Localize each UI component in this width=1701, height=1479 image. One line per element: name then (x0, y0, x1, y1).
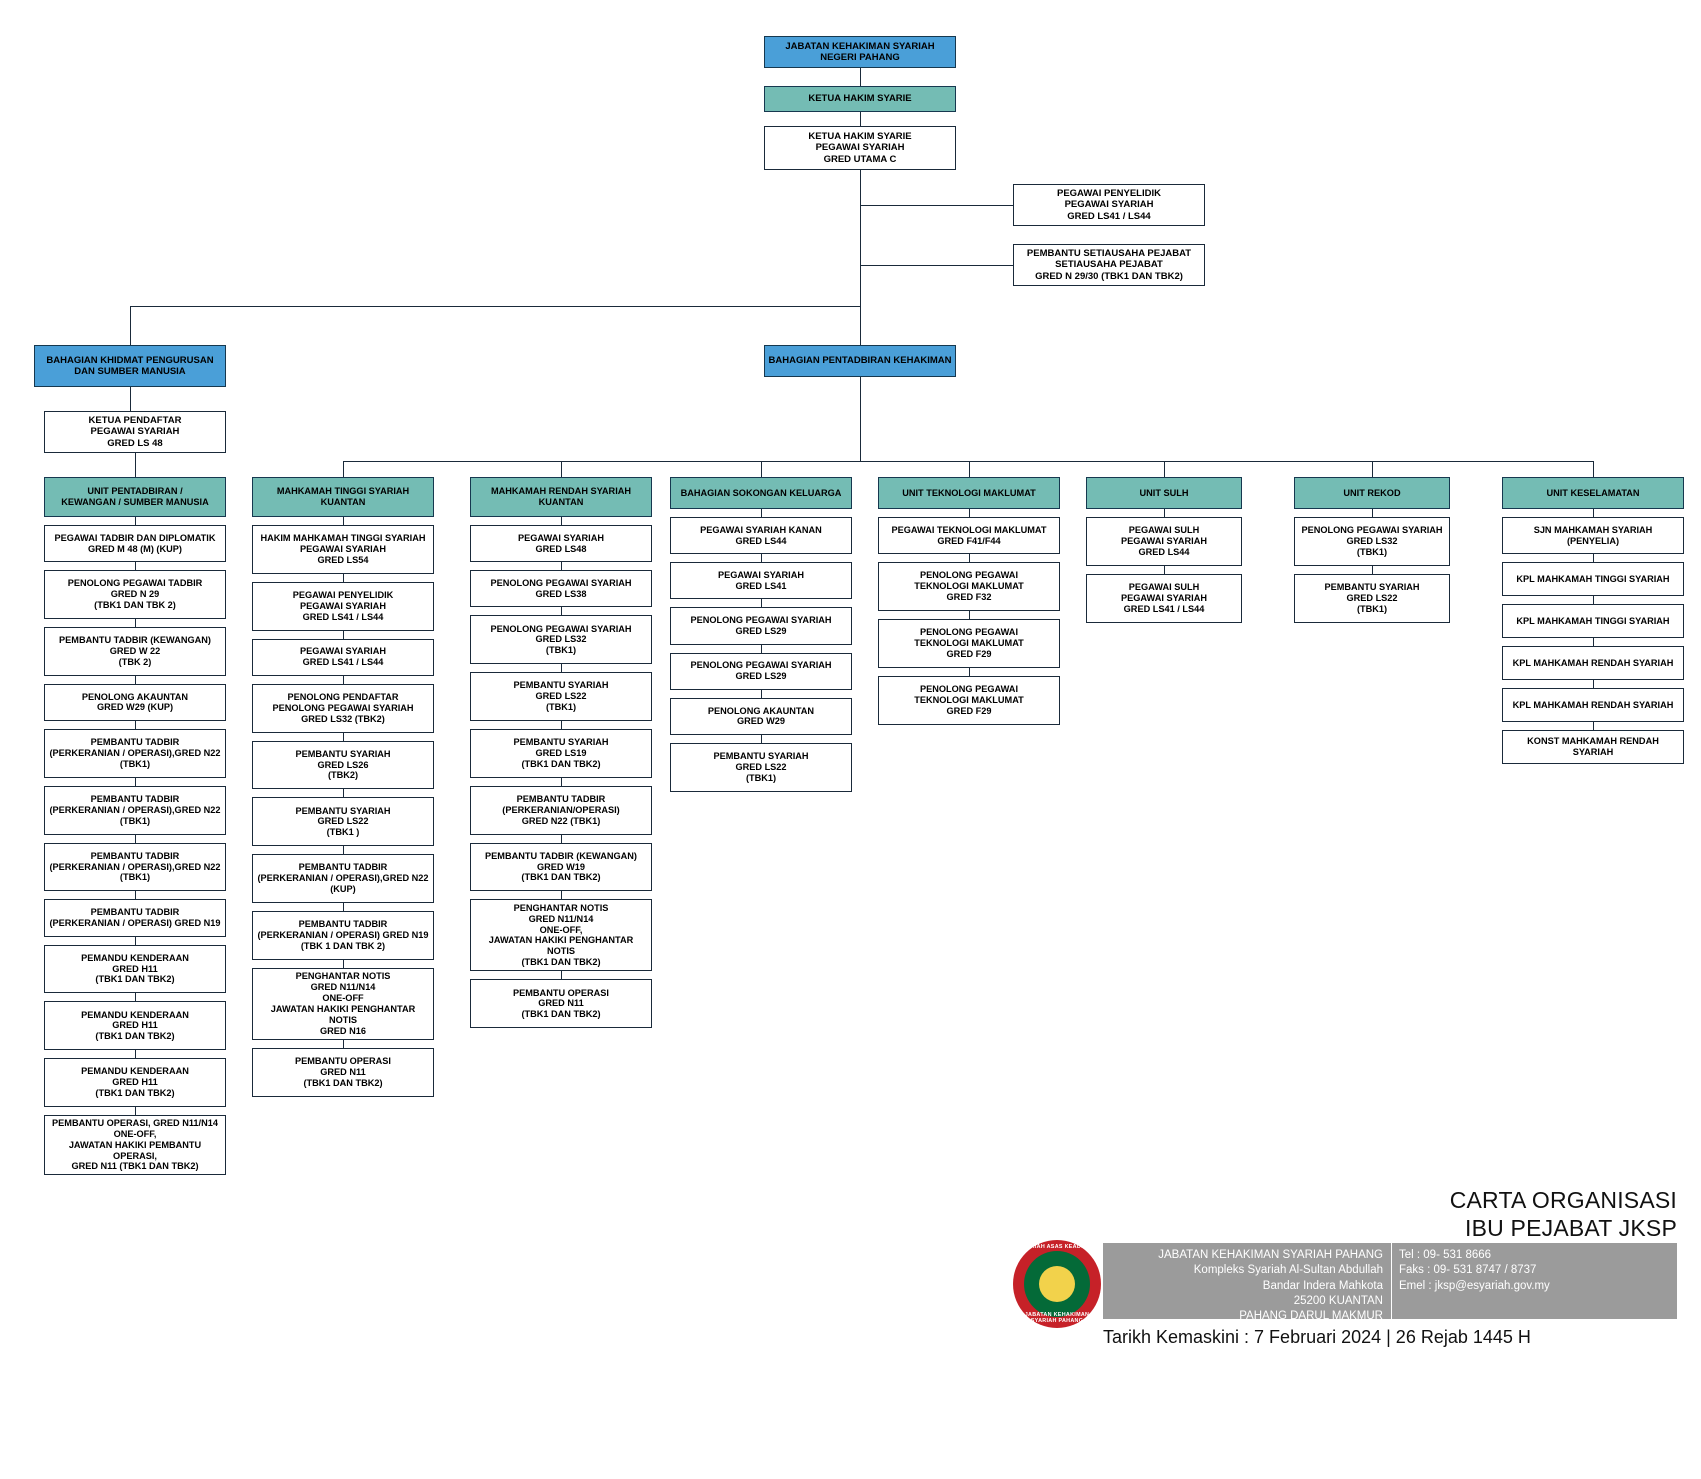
node-unit-pentadbiran-1-label: PENOLONG PEGAWAI TADBIR GRED N 29 (TBK1 DAN TBK 2) (67, 578, 203, 611)
footer-contact-line-1: Faks : 09- 531 8747 / 8737 (1399, 1264, 1537, 1277)
connector-unit-pentadbiran-9 (135, 993, 136, 1001)
logo-top-text: SYARIAH ASAS KEADILAN (1019, 1244, 1095, 1250)
node-bahagian-khidmat-pengurusan-label: BAHAGIAN KHIDMAT PENGURUSAN DAN SUMBER MANUSIA (46, 354, 214, 377)
node-sokongan-keluarga-0-label: PEGAWAI SYARIAH KANAN GRED LS44 (700, 524, 822, 546)
column-header-unit-teknologi-label: UNIT TEKNOLOGI MAKLUMAT (902, 487, 1036, 498)
node-unit-teknologi-1-label: PENOLONG PEGAWAI TEKNOLOGI MAKLUMAT GRED F32 (914, 570, 1024, 603)
node-unit-pentadbiran-2-label: PEMBANTU TADBIR (KEWANGAN) GRED W 22 (TBK 2) (59, 635, 211, 667)
chart-title-line2: IBU PEJABAT JKSP (1465, 1215, 1677, 1242)
connector-sokongan-keluarga-5 (761, 735, 762, 743)
connector-unit-pentadbiran-11 (135, 1107, 136, 1115)
connector-unit-pentadbiran-2 (135, 619, 136, 627)
node-unit-teknologi-3-label: PENOLONG PEGAWAI TEKNOLOGI MAKLUMAT GRED F29 (914, 683, 1024, 716)
node-mahkamah-rendah-5-label: PEMBANTU TADBIR (PERKERANIAN/OPERASI) GRED N22 (TBK1) (502, 793, 620, 826)
node-unit-keselamatan-0-label: SJN MAHKAMAH SYARIAH (PENYELIA) (1533, 524, 1653, 546)
connector-column-bus (343, 461, 1593, 462)
connector-unit-rekod-1 (1372, 566, 1373, 574)
connector-to-pembantu-setiausaha (860, 265, 1013, 266)
node-unit-teknologi-2 (878, 619, 1060, 668)
connector-unit-pentadbiran-3 (135, 676, 136, 684)
node-unit-pentadbiran-8-label: PEMANDU KENDERAAN GRED H11 (TBK1 DAN TBK2) (81, 952, 189, 985)
node-mahkamah-tinggi-4-label: PEMBANTU SYARIAH GRED LS26 (TBK2) (295, 748, 391, 781)
node-unit-pentadbiran-5-label: PEMBANTU TADBIR (PERKERANIAN / OPERASI),GRED N22 (TBK1) (49, 793, 221, 826)
node-root-label: JABATAN KEHAKIMAN SYARIAH NEGERI PAHANG (785, 40, 935, 63)
node-unit-teknologi-2-label: PENOLONG PEGAWAI TEKNOLOGI MAKLUMAT GRED F29 (914, 627, 1024, 659)
node-ketua-pendaftar-label: KETUA PENDAFTAR PEGAWAI SYARIAH GRED LS 48 (88, 415, 182, 449)
node-mahkamah-tinggi-3 (252, 684, 434, 733)
node-unit-pentadbiran-10-label: PEMANDU KENDERAAN GRED H11 (TBK1 DAN TBK2) (81, 1066, 189, 1099)
node-unit-teknologi-3 (878, 676, 1060, 725)
connector-unit-sulh-1 (1164, 566, 1165, 574)
node-unit-keselamatan-4 (1502, 688, 1684, 722)
connector-bus-right (860, 306, 861, 346)
node-bahagian-pentadbiran-kehakiman (764, 345, 956, 377)
node-mahkamah-tinggi-2-label: PEGAWAI SYARIAH GRED LS41 / LS44 (300, 646, 386, 668)
node-mahkamah-tinggi-8 (252, 968, 434, 1040)
node-unit-keselamatan-2 (1502, 604, 1684, 638)
connector-unit-keselamatan-4 (1593, 680, 1594, 688)
connector-sokongan-keluarga-3 (761, 645, 762, 653)
column-header-unit-teknologi (878, 477, 1060, 509)
node-mahkamah-tinggi-1-label: PEGAWAI PENYELIDIK PEGAWAI SYARIAH GRED LS41 / LS44 (292, 589, 394, 622)
connector-unit-pentadbiran-6 (135, 835, 136, 843)
node-mahkamah-rendah-8-label: PEMBANTU OPERASI GRED N11 (TBK1 DAN TBK2) (513, 987, 609, 1020)
node-unit-pentadbiran-9-label: PEMANDU KENDERAAN GRED H11 (TBK1 DAN TBK2) (81, 1009, 189, 1042)
connector-unit-pentadbiran-5 (135, 778, 136, 786)
connector-unit-pentadbiran-10 (135, 1050, 136, 1058)
node-mahkamah-tinggi-5 (252, 797, 434, 846)
connector-unit-teknologi-2 (969, 611, 970, 619)
footer-address-line-3: 25200 KUANTAN (1293, 1294, 1383, 1307)
node-mahkamah-tinggi-6 (252, 854, 434, 903)
connector-pentadbiran-down (860, 377, 861, 461)
node-unit-pentadbiran-2 (44, 627, 226, 676)
node-unit-sulh-0 (1086, 517, 1242, 566)
node-unit-rekod-0 (1294, 517, 1450, 566)
connector-unit-keselamatan-2 (1593, 596, 1594, 604)
connector-mahkamah-rendah-3 (561, 664, 562, 672)
node-ketua-hakim-syarie-post-label: KETUA HAKIM SYARIE PEGAWAI SYARIAH GRED UTAMA C (808, 131, 912, 165)
node-unit-teknologi-1 (878, 562, 1060, 611)
chart-title-line1: CARTA ORGANISASI (1449, 1187, 1677, 1213)
connector-mahkamah-rendah-8 (561, 971, 562, 979)
connector-unit-keselamatan-5 (1593, 722, 1594, 730)
node-unit-keselamatan-2-label: KPL MAHKAMAH TINGGI SYARIAH (1516, 615, 1670, 626)
connector-unit-teknologi-0 (969, 509, 970, 517)
node-mahkamah-rendah-2-label: PENOLONG PEGAWAI SYARIAH GRED LS32 (TBK1) (490, 623, 632, 656)
connector-bus-to-column-4 (969, 461, 970, 477)
connector-bus-to-column-1 (343, 461, 344, 477)
connector-unit-keselamatan-3 (1593, 638, 1594, 646)
connector-mahkamah-tinggi-1 (343, 574, 344, 582)
node-mahkamah-rendah-1 (470, 570, 652, 607)
node-mahkamah-rendah-1-label: PENOLONG PEGAWAI SYARIAH GRED LS38 (490, 577, 632, 599)
connector-sokongan-keluarga-4 (761, 690, 762, 698)
connector-unit-teknologi-3 (969, 668, 970, 676)
node-unit-keselamatan-3 (1502, 646, 1684, 680)
node-mahkamah-rendah-6-label: PEMBANTU TADBIR (KEWANGAN) GRED W19 (TBK1 DAN TBK2) (485, 850, 637, 883)
footer-address-line-1: Kompleks Syariah Al-Sultan Abdullah (1193, 1264, 1383, 1277)
node-pegawai-penyelidik (1013, 184, 1205, 226)
node-sokongan-keluarga-2 (670, 607, 852, 644)
connector-mahkamah-tinggi-4 (343, 733, 344, 741)
footer-contact-line-0: Tel : 09- 531 8666 (1399, 1249, 1492, 1261)
node-mahkamah-tinggi-9-label: PEMBANTU OPERASI GRED N11 (TBK1 DAN TBK2) (295, 1055, 391, 1088)
footer-address-line-2: Bandar Indera Mahkota (1262, 1279, 1383, 1292)
connector-mahkamah-tinggi-6 (343, 846, 344, 854)
column-header-unit-rekod (1294, 477, 1450, 509)
column-header-unit-keselamatan-label: UNIT KESELAMATAN (1546, 487, 1640, 498)
node-mahkamah-rendah-7-label: PENGHANTAR NOTIS GRED N11/N14 ONE-OFF, JAWATAN HAKIKI PENGHANTAR NOTIS (TBK1 DAN TBK2) (488, 902, 634, 968)
logo-bottom-text: JABATAN KEHAKIMAN SYARIAH PAHANG (1024, 1312, 1090, 1324)
node-mahkamah-rendah-6 (470, 843, 652, 892)
connector-pendaftar-to-unit (135, 453, 136, 477)
footer-address-lines (1103, 1243, 1391, 1323)
node-unit-keselamatan-4-label: KPL MAHKAMAH RENDAH SYARIAH (1512, 699, 1674, 710)
node-pegawai-penyelidik-label: PEGAWAI PENYELIDIK PEGAWAI SYARIAH GRED LS41 / LS44 (1057, 188, 1161, 222)
connector-mahkamah-tinggi-9 (343, 1040, 344, 1048)
node-mahkamah-tinggi-7 (252, 911, 434, 960)
connector-bus-to-column-7 (1593, 461, 1594, 477)
node-mahkamah-tinggi-0-label: HAKIM MAHKAMAH TINGGI SYARIAH PEGAWAI SYARIAH GRED LS54 (260, 533, 426, 565)
node-unit-rekod-1-label: PEMBANTU SYARIAH GRED LS22 (TBK1) (1324, 581, 1420, 614)
node-pembantu-setiausaha-pejabat (1013, 244, 1205, 286)
column-header-sokongan-keluarga-label: BAHAGIAN SOKONGAN KELUARGA (680, 487, 842, 498)
column-header-mahkamah-tinggi (252, 477, 434, 517)
node-unit-pentadbiran-10 (44, 1058, 226, 1107)
node-unit-keselamatan-0 (1502, 517, 1684, 554)
node-unit-keselamatan-1-label: KPL MAHKAMAH TINGGI SYARIAH (1516, 573, 1670, 584)
connector-bus-to-column-2 (561, 461, 562, 477)
connector-mahkamah-rendah-2 (561, 607, 562, 615)
node-mahkamah-tinggi-0 (252, 525, 434, 574)
node-sokongan-keluarga-4 (670, 698, 852, 735)
node-unit-keselamatan-3-label: KPL MAHKAMAH RENDAH SYARIAH (1512, 657, 1674, 668)
node-sokongan-keluarga-0 (670, 517, 852, 554)
node-unit-sulh-1-label: PEGAWAI SULH PEGAWAI SYARIAH GRED LS41 / LS44 (1121, 581, 1207, 614)
node-mahkamah-tinggi-5-label: PEMBANTU SYARIAH GRED LS22 (TBK1 ) (295, 805, 391, 838)
connector-mahkamah-tinggi-8 (343, 960, 344, 968)
node-unit-pentadbiran-6 (44, 843, 226, 892)
node-mahkamah-rendah-3 (470, 672, 652, 721)
connector-unit-rekod-0 (1372, 509, 1373, 517)
node-unit-rekod-1 (1294, 574, 1450, 623)
node-unit-keselamatan-5 (1502, 730, 1684, 764)
footer-address-block (1103, 1243, 1677, 1323)
node-mahkamah-tinggi-6-label: PEMBANTU TADBIR (PERKERANIAN / OPERASI),GRED N22 (KUP) (257, 862, 429, 895)
column-header-unit-keselamatan (1502, 477, 1684, 509)
connector-mahkamah-tinggi-0 (343, 517, 344, 525)
connector-khs-header-to-post (860, 112, 861, 126)
connector-mahkamah-tinggi-3 (343, 676, 344, 684)
node-mahkamah-tinggi-3-label: PENOLONG PENDAFTAR PENOLONG PEGAWAI SYARIAH GRED LS32 (TBK2) (272, 691, 414, 724)
connector-mahkamah-rendah-6 (561, 835, 562, 843)
connector-unit-keselamatan-1 (1593, 554, 1594, 562)
node-bahagian-pentadbiran-kehakiman-label: BAHAGIAN PENTADBIRAN KEHAKIMAN (768, 355, 952, 367)
connector-bus-to-column-6 (1372, 461, 1373, 477)
node-ketua-hakim-syarie-header (764, 86, 956, 112)
node-mahkamah-rendah-7 (470, 899, 652, 971)
node-unit-teknologi-0 (878, 517, 1060, 554)
node-unit-keselamatan-5-label: KONST MAHKAMAH RENDAH SYARIAH (1527, 736, 1659, 758)
node-ketua-pendaftar (44, 411, 226, 453)
column-header-unit-sulh (1086, 477, 1242, 509)
node-unit-sulh-1 (1086, 574, 1242, 623)
connector-bus-to-column-3 (761, 461, 762, 477)
node-mahkamah-tinggi-8-label: PENGHANTAR NOTIS GRED N11/N14 ONE-OFF JAWATAN HAKIKI PENGHANTAR NOTIS GRED N16 (270, 971, 416, 1036)
column-header-sokongan-keluarga (670, 477, 852, 509)
node-root (764, 36, 956, 68)
connector-unit-keselamatan-0 (1593, 509, 1594, 517)
node-sokongan-keluarga-1 (670, 562, 852, 599)
connector-mahkamah-rendah-0 (561, 517, 562, 525)
node-mahkamah-tinggi-1 (252, 582, 434, 631)
column-header-unit-pentadbiran-label: UNIT PENTADBIRAN / KEWANGAN / SUMBER MANUSIA (61, 486, 209, 507)
node-unit-pentadbiran-5 (44, 786, 226, 835)
node-mahkamah-tinggi-9 (252, 1048, 434, 1097)
footer-contact-line-2: Emel : jksp@esyariah.gov.my (1399, 1279, 1550, 1292)
node-unit-pentadbiran-1 (44, 570, 226, 619)
footer-contact-lines (1391, 1243, 1677, 1319)
node-sokongan-keluarga-3-label: PENOLONG PEGAWAI SYARIAH GRED LS29 (690, 660, 832, 682)
node-sokongan-keluarga-2-label: PENOLONG PEGAWAI SYARIAH GRED LS29 (690, 615, 832, 636)
connector-mahkamah-rendah-4 (561, 721, 562, 729)
connector-mahkamah-tinggi-5 (343, 789, 344, 797)
node-unit-pentadbiran-3-label: PENOLONG AKAUNTAN GRED W29 (KUP) (81, 691, 189, 713)
column-header-unit-rekod-label: UNIT REKOD (1343, 487, 1401, 498)
connector-mahkamah-rendah-7 (561, 891, 562, 899)
connector-unit-teknologi-1 (969, 554, 970, 562)
node-ketua-hakim-syarie-header-label: KETUA HAKIM SYARIE (808, 93, 912, 105)
node-pembantu-setiausaha-pejabat-label: PEMBANTU SETIAUSAHA PEJABAT SETIAUSAHA PEJABAT GRED N 29/30 (TBK1 DAN TBK2) (1026, 248, 1192, 282)
node-mahkamah-rendah-0-label: PEGAWAI SYARIAH GRED LS48 (518, 532, 604, 554)
connector-unit-sulh-0 (1164, 509, 1165, 517)
connector-sokongan-keluarga-1 (761, 554, 762, 562)
node-unit-keselamatan-1 (1502, 562, 1684, 596)
node-sokongan-keluarga-5 (670, 743, 852, 792)
connector-khidmat-to-pendaftar (130, 387, 131, 411)
connector-mahkamah-rendah-1 (561, 562, 562, 570)
node-mahkamah-tinggi-4 (252, 741, 434, 790)
node-sokongan-keluarga-4-label: PENOLONG AKAUNTAN GRED W29 (707, 705, 815, 727)
node-unit-pentadbiran-11 (44, 1115, 226, 1175)
node-mahkamah-rendah-4 (470, 729, 652, 778)
footer-address-line-4: PAHANG DARUL MAKMUR (1239, 1310, 1383, 1323)
connector-sokongan-keluarga-2 (761, 599, 762, 607)
node-mahkamah-rendah-3-label: PEMBANTU SYARIAH GRED LS22 (TBK1) (513, 680, 609, 713)
node-unit-pentadbiran-4-label: PEMBANTU TADBIR (PERKERANIAN / OPERASI),GRED N22 (TBK1) (49, 737, 221, 769)
node-mahkamah-rendah-5 (470, 786, 652, 835)
node-unit-pentadbiran-8 (44, 945, 226, 994)
connector-to-pegawai-penyelidik (860, 205, 1013, 206)
node-mahkamah-tinggi-2 (252, 639, 434, 676)
node-sokongan-keluarga-3 (670, 653, 852, 690)
connector-unit-pentadbiran-7 (135, 891, 136, 899)
column-header-mahkamah-tinggi-label: MAHKAMAH TINGGI SYARIAH KUANTAN (276, 486, 410, 507)
last-updated-date: Tarikh Kemaskini : 7 Februari 2024 | 26 Rejab 1445 H (1103, 1327, 1531, 1347)
column-header-unit-sulh-label: UNIT SULH (1139, 487, 1189, 498)
node-unit-pentadbiran-11-label: PEMBANTU OPERASI, GRED N11/N14 ONE-OFF, JAWATAN HAKIKI PEMBANTU OPERASI, GRED N11 (TBK1 DAN TBK2) (52, 1118, 218, 1172)
node-bahagian-khidmat-pengurusan (34, 345, 226, 387)
column-header-mahkamah-rendah (470, 477, 652, 517)
chart-title (1450, 1186, 1677, 1242)
node-sokongan-keluarga-5-label: PEMBANTU SYARIAH GRED LS22 (TBK1) (713, 751, 809, 783)
logo-star-icon (1039, 1266, 1075, 1302)
node-unit-pentadbiran-7 (44, 899, 226, 936)
node-unit-pentadbiran-4 (44, 729, 226, 778)
connector-root-to-khs (860, 68, 861, 86)
node-unit-pentadbiran-7-label: PEMBANTU TADBIR (PERKERANIAN / OPERASI) GRED N19 (49, 907, 221, 928)
node-mahkamah-rendah-8 (470, 979, 652, 1028)
connector-mahkamah-tinggi-7 (343, 903, 344, 911)
connector-mahkamah-tinggi-2 (343, 631, 344, 639)
connector-bus-to-column-5 (1164, 461, 1165, 477)
connector-unit-pentadbiran-8 (135, 937, 136, 945)
connector-unit-pentadbiran-1 (135, 562, 136, 570)
node-mahkamah-tinggi-7-label: PEMBANTU TADBIR (PERKERANIAN / OPERASI) GRED N19 (TBK 1 DAN TBK 2) (257, 919, 429, 951)
jksp-logo (1013, 1240, 1101, 1328)
connector-khs-trunk (860, 170, 861, 306)
node-ketua-hakim-syarie-post (764, 126, 956, 170)
node-unit-teknologi-0-label: PEGAWAI TEKNOLOGI MAKLUMAT GRED F41/F44 (891, 524, 1047, 546)
node-unit-pentadbiran-3 (44, 684, 226, 721)
connector-unit-pentadbiran-0 (135, 517, 136, 525)
node-mahkamah-rendah-2 (470, 615, 652, 664)
column-header-unit-pentadbiran (44, 477, 226, 517)
node-mahkamah-rendah-4-label: PEMBANTU SYARIAH GRED LS19 (TBK1 DAN TBK2) (513, 737, 609, 769)
connector-mahkamah-rendah-5 (561, 778, 562, 786)
connector-sokongan-keluarga-0 (761, 509, 762, 517)
node-unit-pentadbiran-9 (44, 1001, 226, 1050)
node-mahkamah-rendah-0 (470, 525, 652, 562)
node-unit-pentadbiran-6-label: PEMBANTU TADBIR (PERKERANIAN / OPERASI),GRED N22 (TBK1) (49, 850, 221, 883)
node-unit-pentadbiran-0-label: PEGAWAI TADBIR DAN DIPLOMATIK GRED M 48 (M) (KUP) (54, 532, 216, 554)
connector-bus-left (130, 306, 131, 346)
node-sokongan-keluarga-1-label: PEGAWAI SYARIAH GRED LS41 (718, 569, 804, 591)
connector-unit-pentadbiran-4 (135, 721, 136, 729)
node-unit-pentadbiran-0 (44, 525, 226, 562)
node-unit-sulh-0-label: PEGAWAI SULH PEGAWAI SYARIAH GRED LS44 (1121, 525, 1207, 557)
column-header-mahkamah-rendah-label: MAHKAMAH RENDAH SYARIAH KUANTAN (490, 486, 632, 507)
node-unit-rekod-0-label: PENOLONG PEGAWAI SYARIAH GRED LS32 (TBK1) (1301, 525, 1443, 557)
connector-division-bus (130, 306, 860, 307)
footer-address-line-0: JABATAN KEHAKIMAN SYARIAH PAHANG (1158, 1249, 1383, 1261)
